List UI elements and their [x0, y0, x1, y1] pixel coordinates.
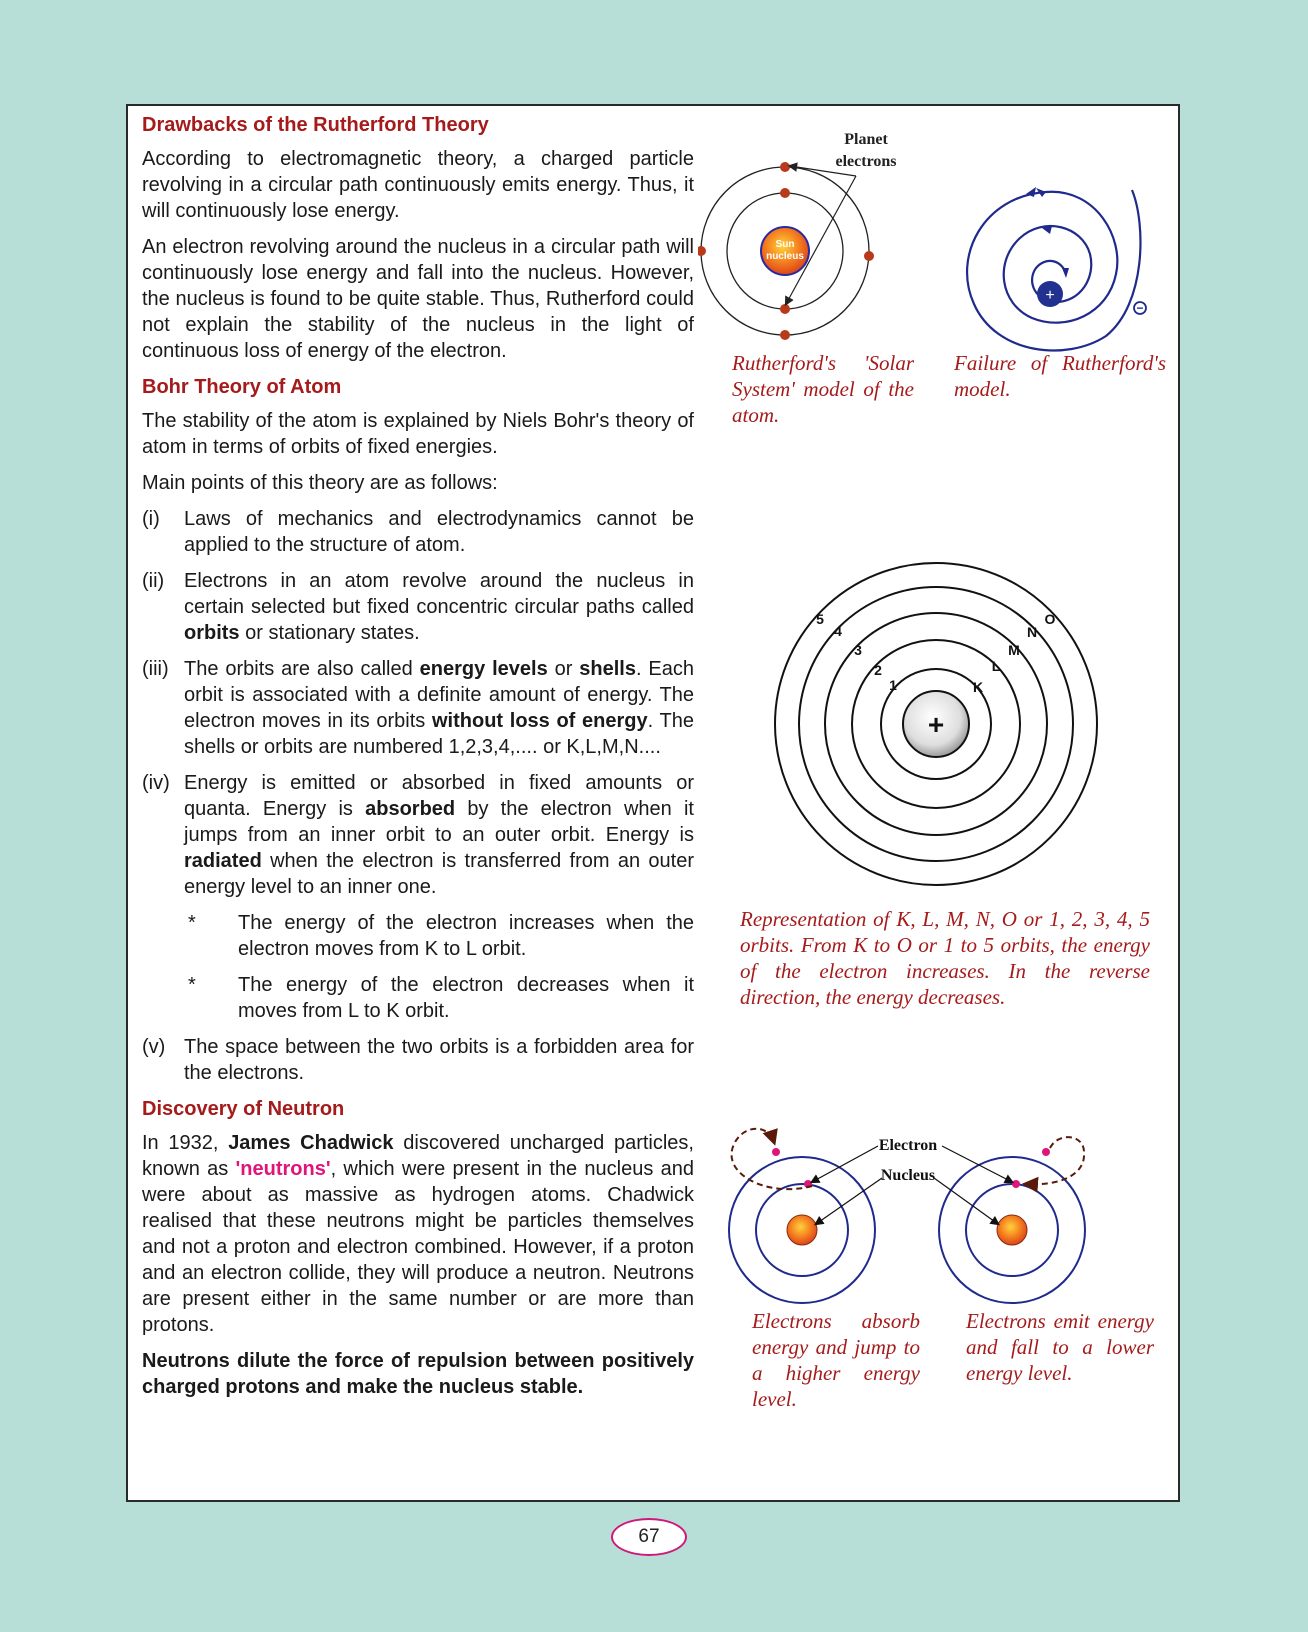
list-text: Electrons in an atom revolve around the nucleus in certain selected but fixed concentric circular paths called orbits or stationary states.: [184, 570, 694, 644]
list-item: [142, 1034, 694, 1086]
pointer-line: [816, 1178, 882, 1224]
planet-label: Planet: [844, 131, 888, 148]
orbit-number-1: 1: [889, 677, 897, 693]
energy-shells-figure: [774, 562, 1098, 886]
text-column: [142, 112, 694, 1410]
pointer-line: [934, 1178, 998, 1224]
sub-list-text: The energy of the electron decreases when it moves from L to K orbit.: [238, 974, 694, 1022]
list-number: (i): [142, 508, 160, 530]
planet-electron: [698, 246, 706, 256]
paragraph: In 1932, James Chadwick discovered uncharged particles, known as 'neutrons', which were present in the nucleus and were about as massive as hydrogen atoms. Chadwick realised that these neutrons might be particles themselves and not a proton and electron combined. However, if a proton and an electron collide, they will produce a neutron. Neutrons are present either in the same number or are more than protons.: [142, 1132, 694, 1336]
list-text: The space between the two orbits is a forbidden area for the electrons.: [184, 1036, 694, 1084]
electron-dot: [1012, 1180, 1020, 1188]
list-text: Energy is emitted or absorbed in fixed amounts or quanta. Energy is absorbed by the electron when it jumps from an inner orbit to an outer orbit. Energy is radiated when the electron is transferred from an outer energy level to an inner one.: [184, 772, 694, 898]
sub-list-item: [184, 972, 694, 1024]
electron-dot: [772, 1148, 780, 1156]
shells-caption: Representation of K, L, M, N, O or 1, 2, 3, 4, 5 orbits. From K to O or 1 to 5 orbits, the energy of the electron increases. In the reverse direction, the energy decreases.: [740, 907, 1150, 1009]
electrons-label: electrons: [835, 153, 897, 170]
conclusion-statement: Neutrons dilute the force of repulsion between positively charged protons and make the nucleus stable.: [142, 1350, 694, 1398]
heading-bohr-theory: Bohr Theory of Atom: [142, 376, 342, 398]
orbit-letter-M: M: [1008, 642, 1020, 658]
list-item: [142, 506, 694, 558]
nucleus-plus-sign: +: [1045, 287, 1055, 304]
orbit-letter-K: K: [972, 679, 984, 695]
orbit-letter-L: L: [991, 658, 1001, 674]
electron-jump-figure: [728, 1124, 1128, 1314]
orbit-number-5: 5: [816, 611, 824, 627]
electron-minus-sign: −: [1136, 301, 1144, 315]
nucleus: [787, 1215, 817, 1245]
sun-label: Sun: [775, 239, 795, 250]
list-text: Laws of mechanics and electrodynamics cannot be applied to the structure of atom.: [184, 508, 694, 556]
sub-list-text: The energy of the electron increases when the electron moves from K to L orbit.: [238, 912, 694, 960]
list-number: (v): [142, 1036, 166, 1058]
pointer-line: [942, 1146, 1012, 1182]
nucleus-label: nucleus: [766, 251, 804, 262]
orbit-number-2: 2: [874, 662, 882, 678]
list-number: (iii): [142, 658, 169, 680]
nucleus-label: Nucleus: [880, 1167, 936, 1184]
orbit-number-4: 4: [834, 623, 842, 639]
failure-model-caption: Failure of Rutherford's model.: [954, 351, 1166, 401]
orbit-number-3: 3: [854, 642, 862, 658]
rutherford-failure-figure: [956, 164, 1152, 360]
list-number: (iv): [142, 772, 170, 794]
list-item: [142, 568, 694, 646]
page-content-frame: [126, 104, 1180, 1502]
orbit-letter-N: N: [1026, 624, 1038, 640]
nucleus-plus-sign: +: [927, 709, 945, 740]
planet-electron: [780, 188, 790, 198]
planet-electron: [864, 251, 874, 261]
solar-system-model-figure: [698, 128, 908, 350]
list-text: The orbits are also called energy levels or shells. Each orbit is associated with a definite amount of energy. The electron moves in its orbits without loss of energy. The shells or orbits are numbered 1,2,3,4,.... or K,L,M,N....: [184, 658, 694, 758]
paragraph: Main points of this theory are as follows:: [142, 472, 498, 494]
paragraph: The stability of the atom is explained by Niels Bohr's theory of atom in terms of orbits of fixed energies.: [142, 410, 694, 458]
bullet-mark: *: [188, 912, 196, 934]
nucleus: [997, 1215, 1027, 1245]
orbit-letter-O: O: [1044, 611, 1056, 627]
planet-electron: [780, 330, 790, 340]
heading-rutherford-drawbacks: Drawbacks of the Rutherford Theory: [142, 114, 489, 136]
heading-neutron-discovery: Discovery of Neutron: [142, 1098, 345, 1120]
list-item: [142, 770, 694, 900]
sub-list-item: [184, 910, 694, 962]
list-number: (ii): [142, 570, 165, 592]
absorb-caption: Electrons absorb energy and jump to a higher energy level.: [752, 1309, 920, 1411]
spiral-path: [967, 190, 1140, 350]
absorb-jump-arrow: [732, 1129, 812, 1189]
spiral-arrow-icon: [1062, 268, 1069, 278]
paragraph: An electron revolving around the nucleus in a circular path will continuously lose energy and fall into the nucleus. However, the nucleus is found to be quite stable. Thus, Rutherford could not explain the stability of the nucleus in the light of continuous loss of energy of the electron.: [142, 236, 694, 362]
bullet-mark: *: [188, 974, 196, 996]
paragraph: According to electromagnetic theory, a charged particle revolving in a circular path continuously emits energy. Thus, it will continuously lose energy.: [142, 148, 694, 222]
page-number: 67: [611, 1518, 687, 1556]
electron-label: Electron: [878, 1137, 938, 1154]
planet-electron: [780, 304, 790, 314]
list-item: [142, 656, 694, 760]
electron-dot: [1042, 1148, 1050, 1156]
pointer-line: [812, 1146, 878, 1182]
emit-caption: Electrons emit energy and fall to a lower energy level.: [966, 1309, 1154, 1385]
solar-model-caption: Rutherford's 'Solar System' model of the atom.: [732, 351, 914, 427]
planet-electron: [780, 162, 790, 172]
